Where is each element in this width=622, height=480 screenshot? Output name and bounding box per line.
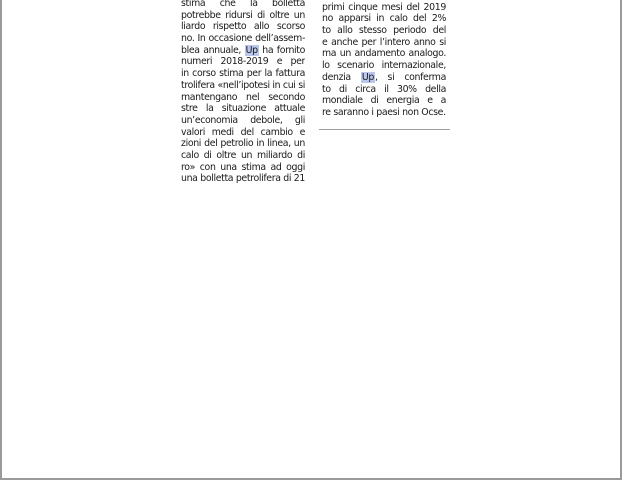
text-line: mondiale di energia e a	[322, 95, 446, 107]
text-fragment: denzia	[322, 71, 361, 83]
text-line: valori medi del cambio e	[181, 126, 305, 138]
text-line: un’economia debole, gli	[181, 114, 305, 126]
text-line: stre la situazione attuale	[181, 103, 305, 115]
article-column-left	[181, 0, 305, 185]
text-line: una bolletta petrolifera di 21	[181, 173, 305, 185]
text-line: stima che la bolletta	[181, 0, 305, 9]
text-line: calo di oltre un miliardo di	[181, 149, 305, 161]
text-line: in corso stima per la fattura	[181, 68, 305, 80]
text-line: primi cinque mesi del 2019	[322, 1, 446, 13]
text-line: trolifera «nell’ipotesi in cui si	[181, 79, 305, 91]
article-column-right	[322, 0, 446, 119]
text-line: no. In occasione dell’assem-	[181, 33, 305, 45]
text-line: lo scenario internazionale,	[322, 60, 446, 72]
text-line: liardo rispetto allo scorso	[181, 21, 305, 33]
text-line: zioni del petrolio in linea, un	[181, 138, 305, 150]
text-fragment: , si conferma	[374, 71, 446, 83]
text-line: ma un andamento analogo.	[322, 48, 446, 60]
text-fragment: blea annuale,	[181, 44, 245, 56]
search-highlight: Up	[361, 71, 374, 83]
text-line: potrebbe ridursi di oltre un	[181, 9, 305, 21]
text-line: numeri 2018-2019 e per	[181, 56, 305, 68]
text-line: to allo stesso periodo del	[322, 25, 446, 37]
text-line: re saranno i paesi non Ocse.	[322, 106, 446, 118]
text-line	[181, 45, 305, 57]
column-end-rule	[319, 129, 450, 130]
text-line: to di circa il 30% della	[322, 83, 446, 95]
text-line: mantengano nel secondo	[181, 91, 305, 103]
text-line: e anche per l’intero anno si	[322, 36, 446, 48]
text-line: ro» con una stima ad oggi	[181, 161, 305, 173]
search-highlight: Up	[245, 44, 258, 56]
text-line: no apparsi in calo del 2%	[322, 13, 446, 25]
text-line	[322, 72, 446, 84]
text-fragment: ha fornito	[262, 44, 305, 56]
